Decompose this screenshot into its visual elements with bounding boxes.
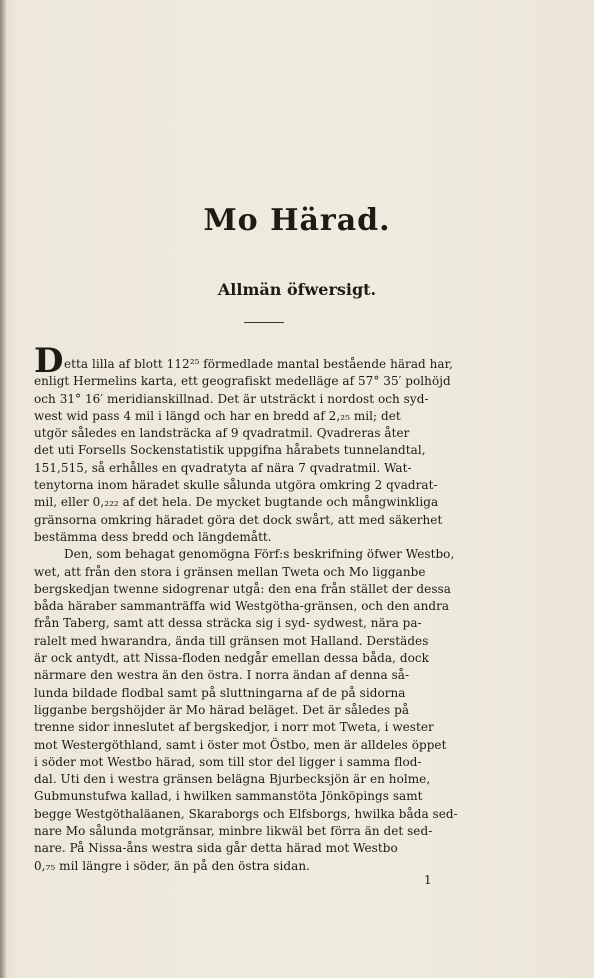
text-line: Gubmunstufwa kallad, i hwilken sammanstöta Jönköpings samt bbox=[34, 789, 423, 804]
text-line: utgör således en landsträcka af 9 qvadratmil. Qvadreras åter bbox=[34, 426, 410, 441]
text-line: 0,₇₅ mil längre i söder, än på den östra sidan. bbox=[34, 858, 310, 873]
text-line: ligganbe bergshöjder är Mo härad beläget. Det är således på bbox=[34, 702, 410, 717]
text-line: enligt Hermelins karta, ett geografiskt medelläge af 57° 35′ polhöjd bbox=[34, 374, 451, 389]
text-line: ralelt med hwarandra, ända till gränsen mot Halland. Derstädes bbox=[34, 633, 429, 648]
divider-rule bbox=[244, 322, 284, 323]
text-line: från Taberg, samt att dessa sträcka sig i syd- sydwest, nära pa- bbox=[34, 616, 422, 631]
text-line: tenytorna inom häradet skulle sålunda utgöra omkring 2 qvadrat- bbox=[34, 478, 438, 493]
page-spine-edge bbox=[0, 0, 6, 978]
text-line: det uti Forsells Sockenstatistik uppgifna hårabets tunnelandtal, bbox=[34, 443, 426, 458]
text-line: trenne sidor inneslutet af bergskedjor, i norr mot Tweta, i wester bbox=[34, 720, 434, 735]
text-line: west wid pass 4 mil i längd och har en bredd af 2,₂₅ mil; det bbox=[34, 408, 401, 423]
text-line: bergskedjan twenne sidogrenar utgå: den ena från stället der dessa bbox=[34, 581, 451, 596]
text-line: lunda bildade flodbal samt på sluttningarna af de på sidorna bbox=[34, 685, 406, 700]
text-line: närmare den westra än den östra. I norra ändan af denna så- bbox=[34, 668, 410, 683]
text-line: dal. Uti den i westra gränsen belägna Bjurbecksjön är en holme, bbox=[34, 772, 431, 787]
text-line: mil, eller 0,₂₂₂ af det hela. De mycket bugtande och mångwinkliga bbox=[34, 495, 439, 510]
text-line: nare Mo sålunda motgränsar, minbre likwäl bet förra än det sed- bbox=[34, 824, 433, 839]
page-number: 1 bbox=[424, 873, 432, 887]
text-line: wet, att från den stora i gränsen mellan Tweta och Mo ligganbe bbox=[34, 564, 426, 579]
text-line: gränsorna omkring häradet göra det dock swårt, att med säkerhet bbox=[34, 512, 443, 527]
text-line: i söder mot Westbo härad, som till stor del ligger i samma flod- bbox=[34, 754, 422, 769]
page-title: Mo Härad. bbox=[203, 203, 391, 238]
text-line: nare. På Nissa-åns westra sida går detta härad mot Westbo bbox=[34, 841, 398, 856]
text-line: och 31° 16′ meridianskillnad. Det är utsträckt i nordost och syd- bbox=[34, 391, 429, 406]
text-line: är ock antydt, att Nissa-floden nedgår emellan dessa båda, dock bbox=[34, 651, 429, 666]
text-line: Den, som behagat genomögna Förf:s beskrifning öfwer Westbo, bbox=[64, 547, 455, 562]
body-text bbox=[34, 356, 480, 875]
text-line: etta lilla af blott 112²⁵ förmedlade mantal bestående härad har, bbox=[64, 357, 453, 371]
text-line: begge Westgöthaläanen, Skaraborgs och Elfsborgs, hwilka båda sed- bbox=[34, 806, 458, 821]
section-heading: Allmän öfwersigt. bbox=[217, 280, 377, 299]
text-line: bestämma dess bredd och längdemått. bbox=[34, 529, 272, 544]
text-line: 151,515, så erhålles en qvadratyta af nära 7 qvadratmil. Wat- bbox=[34, 460, 412, 475]
text-line: mot Westergöthland, samt i öster mot Östbo, men är alldeles öppet bbox=[34, 737, 447, 752]
drop-cap: D bbox=[34, 341, 64, 381]
text-line: båda häraber sammanträffa wid Westgötha-gränsen, och den andra bbox=[34, 599, 450, 614]
